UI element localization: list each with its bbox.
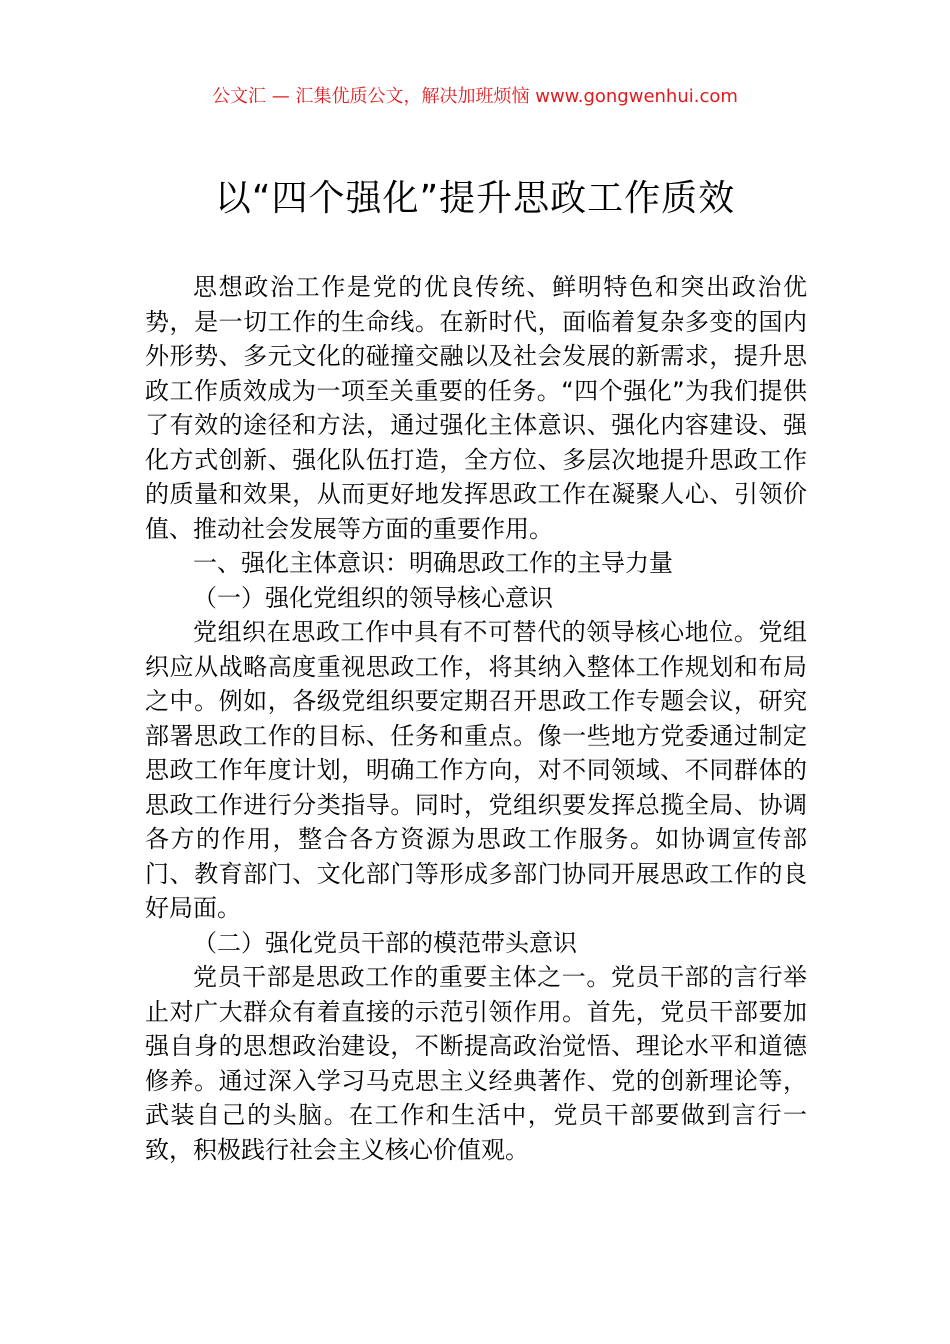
header-banner: 公文汇 — 汇集优质公文，解决加班烦恼 www.gongwenhui.com — [212, 86, 738, 107]
document-title: 以“四个强化”提升思政工作质效 — [214, 178, 736, 219]
body-paragraph-1: 党组织在思政工作中具有不可替代的领导核心地位。党组织应从战略高度重视思政工作，将其纳入整体工作规划和布局之中。例如，各级党组织要定期召开思政工作专题会议，研究部署思政工作的目标、任务和重点。像一些地方党委通过制定思政工作年度计划，明确工作方向，对不同领域、不同群体的思政工作进行分类指导。同时，党组织要发挥总揽全局、协调各方的作用，整合各方资源为思政工作服务。如协调宣传部门、教育部门、文化部门等形成多部门协同开展思政工作的良好局面。 — [145, 618, 807, 922]
intro-paragraph: 思想政治工作是党的优良传统、鲜明特色和突出政治优势，是一切工作的生命线。在新时代，面临着复杂多变的国内外形势、多元文化的碰撞交融以及社会发展的新需求，提升思政工作质效成为一项至关重要的任务。“四个强化”为我们提供了有效的途径和方法，通过强化主体意识、强化内容建设、强化方式创新、强化队伍打造，全方位、多层次地提升思政工作的质量和效果，从而更好地发挥思政工作在凝聚人心、引领价值、推动社会发展等方面的重要作用。 — [145, 273, 807, 543]
document-body — [145, 270, 807, 1167]
body-paragraph-2: 党员干部是思政工作的重要主体之一。党员干部的言行举止对广大群众有着直接的示范引领作用。首先，党员干部要加强自身的思想政治建设，不断提高政治觉悟、理论水平和道德修养。通过深入学习马克思主义经典著作、党的创新理论等，武装自己的头脑。在工作和生活中，党员干部要做到言行一致，积极践行社会主义核心价值观。 — [145, 963, 807, 1164]
section-heading-1: 一、强化主体意识：明确思政工作的主导力量 — [193, 549, 673, 577]
subsection-heading-1: （一）强化党组织的领导核心意识 — [193, 583, 553, 612]
subsection-heading-2: （二）强化党员干部的模范带头意识 — [193, 928, 577, 957]
